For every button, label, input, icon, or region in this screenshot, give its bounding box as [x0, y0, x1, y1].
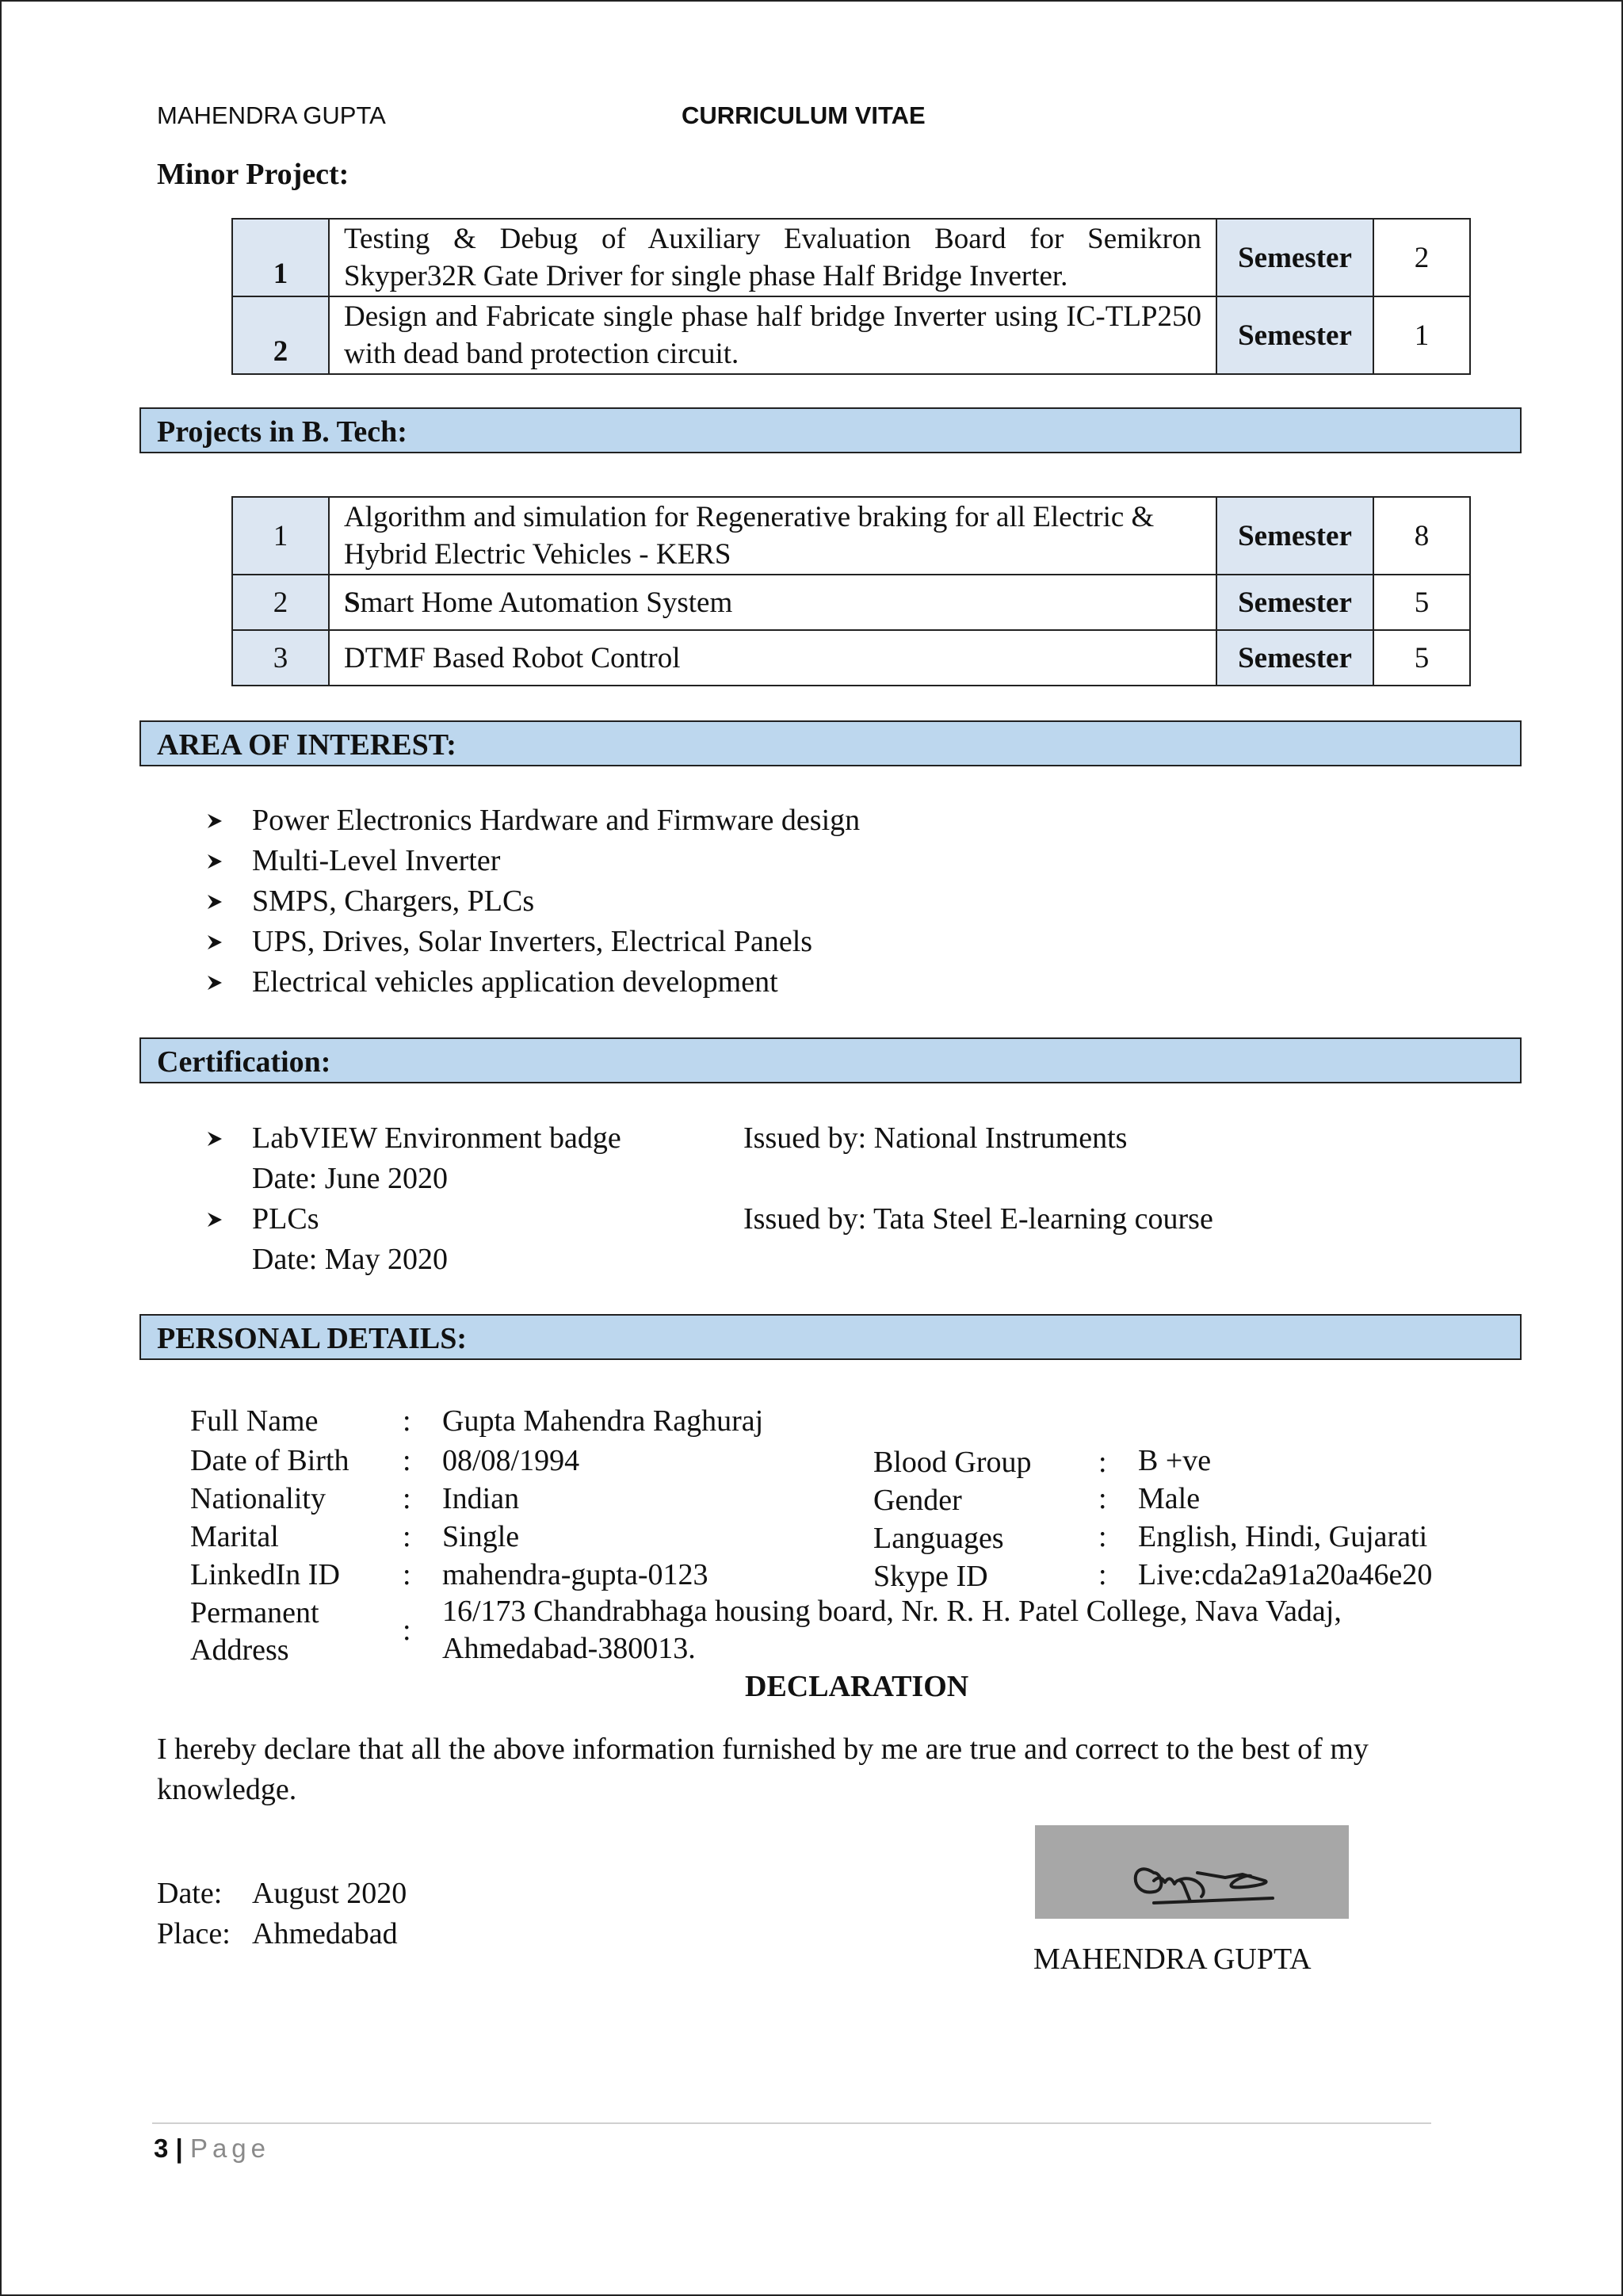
certificate-date: Date: June 2020 — [252, 1162, 448, 1195]
arrowhead-bullet-icon — [206, 1130, 223, 1148]
place-value: Ahmedabad — [252, 1917, 398, 1950]
signature-scribble-icon — [1035, 1825, 1349, 1919]
full-name-label: Full Name — [190, 1404, 319, 1438]
linkedin-label: LinkedIn ID — [190, 1558, 340, 1591]
semester-value: 5 — [1373, 575, 1470, 630]
arrowhead-bullet-icon — [206, 893, 223, 911]
semester-label: Semester — [1216, 497, 1373, 575]
languages-value: English, Hindi, Gujarati — [1138, 1520, 1428, 1553]
separator: : — [1098, 1558, 1107, 1591]
languages-label: Languages — [873, 1522, 1004, 1555]
nationality-label: Nationality — [190, 1482, 326, 1515]
signature-image — [1035, 1825, 1349, 1919]
row-number: 1 — [232, 219, 329, 296]
certificate-date: Date: May 2020 — [252, 1243, 448, 1276]
place-label: Place: — [157, 1917, 231, 1950]
blood-group-value: B +ve — [1138, 1444, 1212, 1477]
minor-project-title: Minor Project: — [157, 158, 349, 191]
interest-item: UPS, Drives, Solar Inverters, Electrical Panels — [252, 925, 813, 958]
linkedin-value: mahendra-gupta-0123 — [442, 1558, 708, 1591]
certificate-issuer: Issued by: Tata Steel E-learning course — [743, 1202, 1213, 1236]
dob-label: Date of Birth — [190, 1444, 349, 1477]
interest-list — [206, 800, 860, 1003]
address-label: Address — [190, 1633, 289, 1667]
separator: : — [403, 1482, 411, 1515]
declaration-title: DECLARATION — [745, 1670, 969, 1703]
project-description: Testing & Debug of Auxiliary Evaluation Board for Semikron Skyper32R Gate Driver for single phase Half Bridge Inverter. — [329, 219, 1216, 296]
semester-value: 5 — [1373, 630, 1470, 686]
list-item — [206, 800, 860, 841]
gender-label: Gender — [873, 1484, 962, 1517]
list-item — [206, 1118, 1213, 1159]
semester-label: Semester — [1216, 219, 1373, 296]
row-number: 2 — [232, 296, 329, 374]
dob-value: 08/08/1994 — [442, 1444, 580, 1477]
semester-value: 8 — [1373, 497, 1470, 575]
project-description — [329, 575, 1216, 630]
section-personal-details: PERSONAL DETAILS: — [139, 1314, 1522, 1360]
list-item — [206, 922, 860, 962]
page-footer — [154, 2134, 270, 2164]
page-word: Page — [189, 2134, 271, 2163]
list-item — [206, 962, 860, 1003]
footer-separator: | — [175, 2134, 183, 2163]
declaration-text: I hereby declare that all the above information furnished by me are true and correct to the best of my knowledge. — [157, 1733, 1369, 1806]
project-description: DTMF Based Robot Control — [329, 630, 1216, 686]
table-row — [232, 296, 1470, 374]
arrowhead-bullet-icon — [206, 812, 223, 830]
semester-label: Semester — [1216, 630, 1373, 686]
list-item — [206, 1199, 1213, 1240]
nationality-value: Indian — [442, 1482, 520, 1515]
table-row — [232, 630, 1470, 686]
address-label: Permanent — [190, 1596, 319, 1629]
date-label: Date: — [157, 1877, 223, 1910]
separator: : — [403, 1444, 411, 1477]
row-number: 1 — [232, 497, 329, 575]
certification-list — [206, 1118, 1213, 1280]
minor-project-table — [231, 218, 1471, 375]
marital-label: Marital — [190, 1520, 279, 1553]
row-number: 2 — [232, 575, 329, 630]
interest-item: Multi-Level Inverter — [252, 844, 501, 877]
date-place-block — [157, 1874, 407, 1954]
list-item — [206, 881, 860, 922]
address-value: Ahmedabad-380013. — [442, 1632, 696, 1665]
table-row — [232, 219, 1470, 296]
table-row — [232, 497, 1470, 575]
interest-item: SMPS, Chargers, PLCs — [252, 884, 535, 918]
signatory-name: MAHENDRA GUPTA — [1033, 1943, 1312, 1976]
description-initial: S — [344, 586, 361, 619]
separator: : — [403, 1614, 411, 1647]
semester-label: Semester — [1216, 575, 1373, 630]
separator: : — [1098, 1482, 1107, 1515]
certificate-name: LabVIEW Environment badge — [252, 1121, 621, 1155]
interest-item: Electrical vehicles application development — [252, 965, 778, 999]
skype-value: Live:cda2a91a20a46e20 — [1138, 1558, 1433, 1591]
section-certification: Certification: — [139, 1037, 1522, 1083]
interest-item: Power Electronics Hardware and Firmware design — [252, 804, 861, 837]
project-description: Algorithm and simulation for Regenerative braking for all Electric & Hybrid Electric Vehicles - KERS — [329, 497, 1216, 575]
header-title: CURRICULUM VITAE — [682, 101, 926, 129]
section-btech-projects: Projects in B. Tech: — [139, 407, 1522, 453]
project-description: Design and Fabricate single phase half bridge Inverter using IC-TLP250 with dead band protection circuit. — [329, 296, 1216, 374]
address-value: 16/173 Chandrabhaga housing board, Nr. R. H. Patel College, Nava Vadaj, — [442, 1595, 1342, 1628]
semester-label: Semester — [1216, 296, 1373, 374]
date-value: August 2020 — [252, 1877, 407, 1910]
section-area-of-interest: AREA OF INTEREST: — [139, 720, 1522, 766]
btech-project-table — [231, 496, 1471, 686]
marital-value: Single — [442, 1520, 520, 1553]
arrowhead-bullet-icon — [206, 1211, 223, 1228]
table-row — [232, 575, 1470, 630]
separator: : — [1098, 1446, 1107, 1479]
full-name-value: Gupta Mahendra Raghuraj — [442, 1404, 764, 1438]
gender-value: Male — [1138, 1482, 1201, 1515]
separator: : — [403, 1558, 411, 1591]
header-name: MAHENDRA GUPTA — [157, 101, 386, 129]
arrowhead-bullet-icon — [206, 853, 223, 870]
separator: : — [1098, 1520, 1107, 1553]
arrowhead-bullet-icon — [206, 934, 223, 951]
list-item — [206, 841, 860, 881]
certificate-issuer: Issued by: National Instruments — [743, 1121, 1128, 1155]
separator: : — [403, 1520, 411, 1553]
semester-value: 2 — [1373, 219, 1470, 296]
semester-value: 1 — [1373, 296, 1470, 374]
arrowhead-bullet-icon — [206, 974, 223, 991]
footer-divider — [152, 2122, 1431, 2124]
row-number: 3 — [232, 630, 329, 686]
blood-group-label: Blood Group — [873, 1446, 1032, 1479]
description-rest: mart Home Automation System — [360, 586, 733, 619]
page-number: 3 — [154, 2134, 169, 2163]
skype-label: Skype ID — [873, 1560, 988, 1593]
separator: : — [403, 1404, 411, 1438]
certificate-name: PLCs — [252, 1202, 319, 1236]
